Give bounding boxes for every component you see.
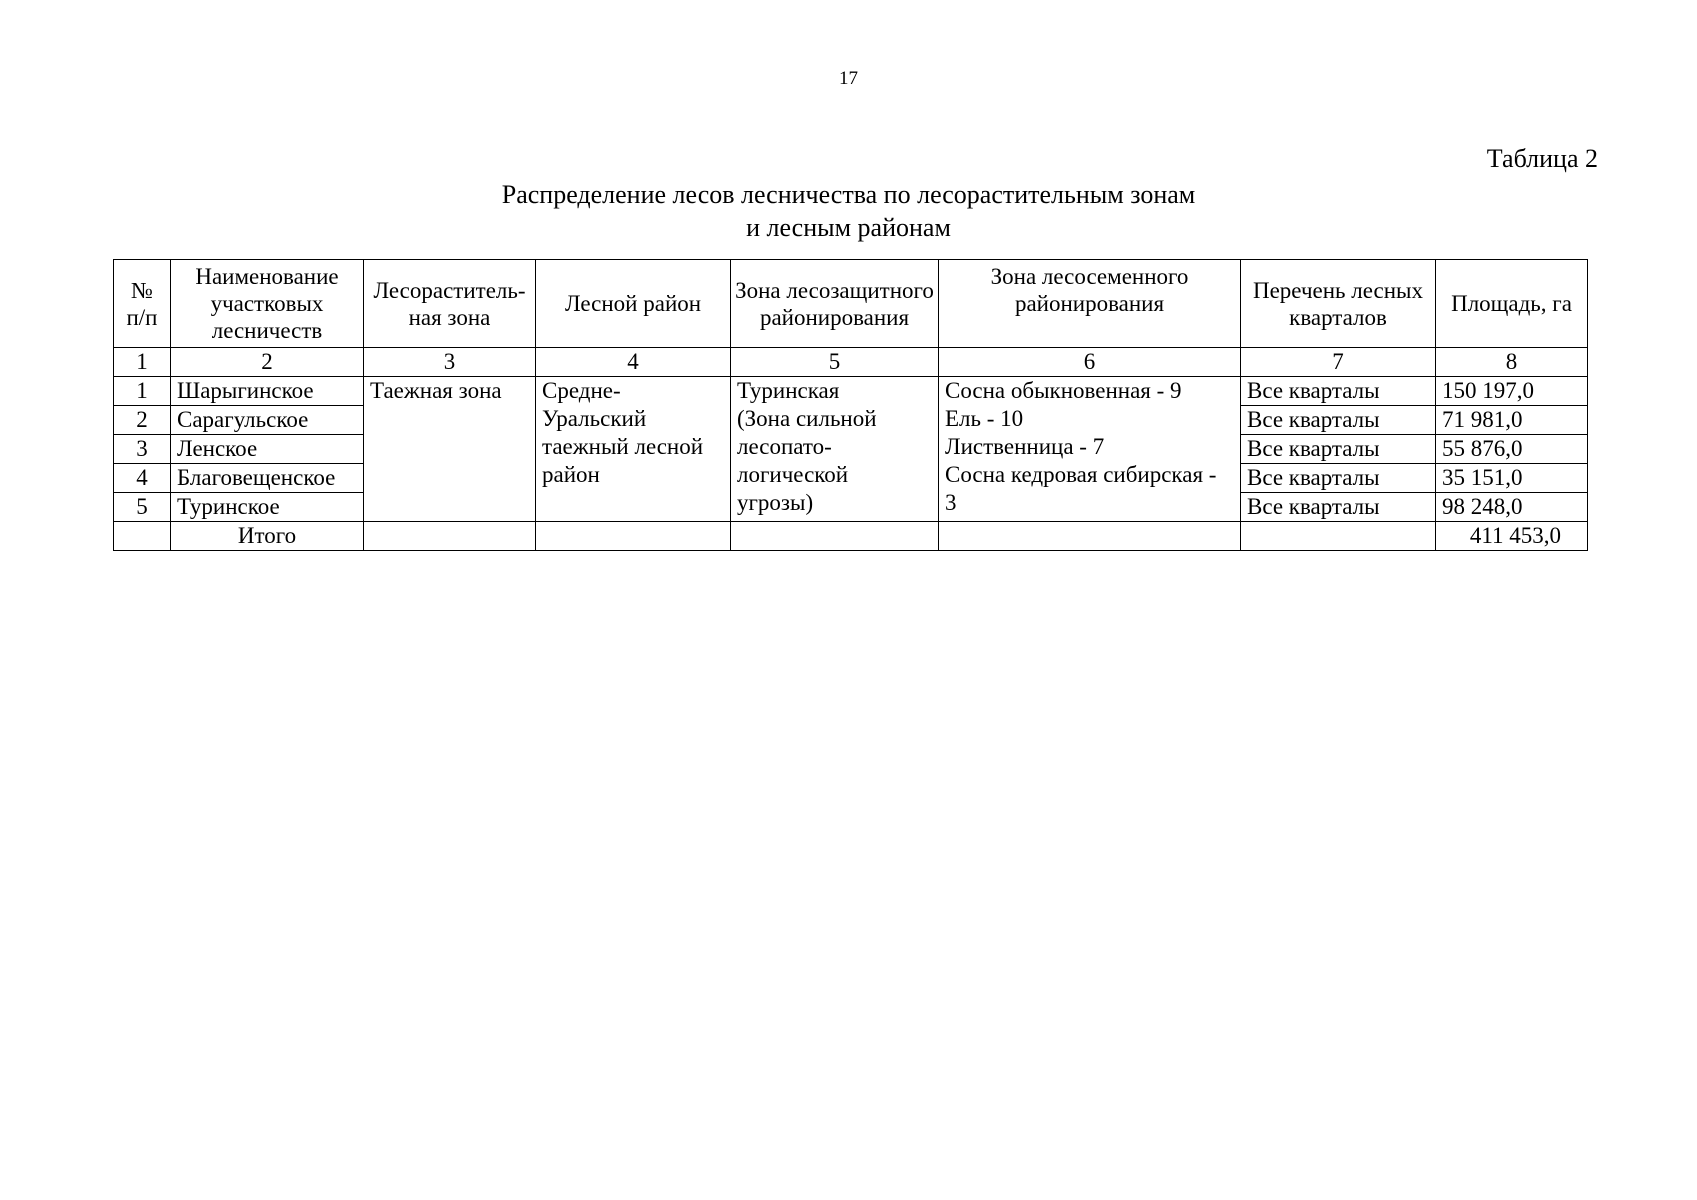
column-number: 1 xyxy=(114,348,171,377)
row-name: Благовещенское xyxy=(171,464,364,493)
header-protection-zone: Зона лесозащитного районирования xyxy=(731,260,939,348)
total-row xyxy=(114,522,1588,551)
row-quarters: Все кварталы xyxy=(1241,464,1436,493)
row-name: Ленское xyxy=(171,435,364,464)
header-row xyxy=(114,260,1588,348)
row-area: 71 981,0 xyxy=(1436,406,1588,435)
cell-protection-zone: Туринская (Зона сильной лесопато- логической угрозы) xyxy=(731,377,939,522)
row-num: 4 xyxy=(114,464,171,493)
row-quarters: Все кварталы xyxy=(1241,377,1436,406)
title-line-1: Распределение лесов лесничества по лесорастительным зонам xyxy=(501,180,1196,209)
row-name: Туринское xyxy=(171,493,364,522)
row-area: 98 248,0 xyxy=(1436,493,1588,522)
row-num: 3 xyxy=(114,435,171,464)
header-district: Лесной район xyxy=(536,260,731,348)
column-number: 2 xyxy=(171,348,364,377)
column-number: 7 xyxy=(1241,348,1436,377)
document-title xyxy=(0,178,1697,244)
header-zone: Лесораститель- ная зона xyxy=(364,260,536,348)
page-number: 17 xyxy=(839,68,858,89)
row-name: Сарагульское xyxy=(171,406,364,435)
table-label: Таблица 2 xyxy=(1486,144,1598,173)
total-empty-cell xyxy=(114,522,171,551)
title-line-2: и лесным районам xyxy=(746,213,951,242)
column-number: 6 xyxy=(939,348,1241,377)
column-number: 4 xyxy=(536,348,731,377)
row-quarters: Все кварталы xyxy=(1241,493,1436,522)
cell-district: Средне- Уральский таежный лесной район xyxy=(536,377,731,522)
header-quarters: Перечень лесных кварталов xyxy=(1241,260,1436,348)
total-label: Итого xyxy=(171,522,364,551)
row-name: Шарыгинское xyxy=(171,377,364,406)
total-empty-cell xyxy=(364,522,536,551)
total-empty-cell xyxy=(939,522,1241,551)
row-area: 150 197,0 xyxy=(1436,377,1588,406)
forest-distribution-table xyxy=(113,259,1588,551)
column-number: 3 xyxy=(364,348,536,377)
row-num: 1 xyxy=(114,377,171,406)
column-numbers-row xyxy=(114,348,1588,377)
header-seed-zone: Зона лесосеменного районирования xyxy=(939,260,1241,348)
header-area: Площадь, га xyxy=(1436,260,1588,348)
row-num: 5 xyxy=(114,493,171,522)
column-number: 8 xyxy=(1436,348,1588,377)
total-empty-cell xyxy=(536,522,731,551)
row-quarters: Все кварталы xyxy=(1241,435,1436,464)
cell-seed-zone: Сосна обыкновенная - 9 Ель - 10 Лиственница - 7 Сосна кедровая сибирская - 3 xyxy=(939,377,1241,522)
row-area: 35 151,0 xyxy=(1436,464,1588,493)
table-row xyxy=(114,377,1588,406)
total-area: 411 453,0 xyxy=(1436,522,1588,551)
row-num: 2 xyxy=(114,406,171,435)
total-empty-cell xyxy=(1241,522,1436,551)
row-area: 55 876,0 xyxy=(1436,435,1588,464)
total-empty-cell xyxy=(731,522,939,551)
row-quarters: Все кварталы xyxy=(1241,406,1436,435)
header-name: Наименование участковых лесничеств xyxy=(171,260,364,348)
header-num: № п/п xyxy=(114,260,171,348)
column-number: 5 xyxy=(731,348,939,377)
cell-zone: Таежная зона xyxy=(364,377,536,522)
